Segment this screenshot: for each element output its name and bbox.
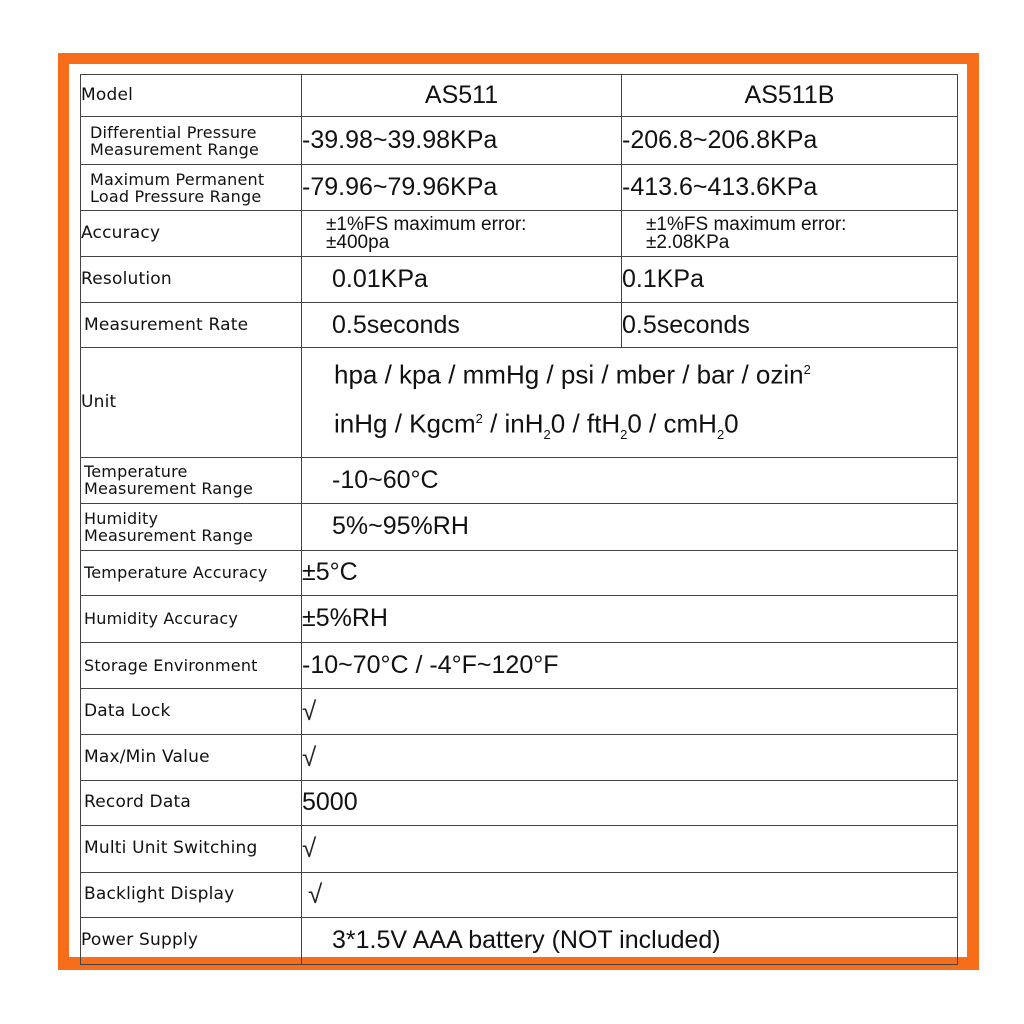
as511-value: 0.5seconds	[302, 303, 622, 348]
table-row	[81, 595, 958, 642]
row-label	[81, 165, 302, 211]
unit-part: / inH	[482, 408, 544, 439]
table-row	[81, 688, 958, 734]
label-line: Temperature	[84, 462, 188, 481]
model-as511: AS511	[302, 75, 622, 117]
table-row	[81, 642, 958, 688]
checkmark-icon: √	[302, 742, 317, 773]
value-line: ±400pa	[326, 231, 390, 253]
as511-value	[302, 211, 622, 257]
spec-table	[80, 74, 958, 965]
label-line: Measurement Range	[84, 525, 254, 545]
row-label: Multi Unit Switching	[81, 825, 302, 872]
row-value	[302, 825, 958, 872]
table-row	[81, 825, 958, 872]
table-row	[81, 257, 958, 303]
value-line: ±2.08KPa	[646, 231, 730, 253]
table-row	[81, 457, 958, 503]
row-label: Measurement Rate	[81, 303, 302, 348]
value-line: ±1%FS maximum error:	[326, 213, 527, 235]
row-label: Resolution	[81, 257, 302, 303]
checkmark-icon: √	[308, 880, 323, 910]
label-line: Maximum Permanent	[90, 169, 265, 189]
table-row	[81, 117, 958, 165]
label-line: Measurement Range	[90, 139, 260, 159]
as511-value: -39.98~39.98KPa	[302, 117, 622, 165]
label-line: Differential Pressure	[90, 122, 257, 142]
row-value: -10~60°C	[302, 457, 958, 503]
label-line: Humidity	[84, 508, 159, 528]
row-label	[81, 117, 302, 165]
table-row	[81, 734, 958, 780]
row-label: Backlight Display	[81, 872, 302, 917]
subscript: 2	[620, 426, 628, 442]
model-as511b: AS511B	[622, 75, 958, 117]
superscript: 2	[803, 362, 811, 377]
unit-part: 0	[724, 408, 739, 439]
row-value: 5000	[302, 780, 958, 825]
as511b-value: -206.8~206.8KPa	[622, 117, 958, 165]
unit-part: 0 / ftH	[550, 408, 621, 439]
row-value	[302, 872, 958, 917]
value-line: ±1%FS maximum error:	[646, 213, 847, 235]
as511b-value	[622, 211, 958, 257]
row-label	[81, 503, 302, 550]
table-row	[81, 917, 958, 964]
row-label: Storage Environment	[81, 642, 302, 688]
row-value: 5%~95%RH	[302, 503, 958, 550]
row-label: Temperature Accuracy	[81, 550, 302, 595]
table-row	[81, 780, 958, 825]
as511b-value: 0.5seconds	[622, 303, 958, 348]
as511b-value: -413.6~413.6KPa	[622, 165, 958, 211]
table-row	[81, 303, 958, 348]
unit-row	[81, 348, 958, 458]
row-value	[302, 688, 958, 734]
row-label: Data Lock	[81, 688, 302, 734]
row-value: 3*1.5V AAA battery (NOT included)	[302, 917, 958, 964]
header-row	[81, 75, 958, 117]
superscript: 2	[475, 410, 483, 426]
row-value: ±5%RH	[302, 595, 958, 642]
row-value	[302, 734, 958, 780]
row-label: Max/Min Value	[81, 734, 302, 780]
header-label: Model	[81, 75, 302, 117]
table-row	[81, 165, 958, 211]
checkmark-icon: √	[302, 696, 317, 727]
label-line: Measurement Range	[84, 479, 254, 498]
row-value: -10~70°C / -4°F~120°F	[302, 642, 958, 688]
unit-part: 0 / cmH	[627, 408, 717, 439]
as511-value: 0.01KPa	[302, 257, 622, 303]
table-row	[81, 503, 958, 550]
row-label: Accuracy	[81, 211, 302, 257]
table-row	[81, 211, 958, 257]
row-value: ±5°C	[302, 550, 958, 595]
as511b-value: 0.1KPa	[622, 257, 958, 303]
checkmark-icon: √	[302, 834, 317, 864]
unit-part: inHg / Kgcm	[334, 408, 476, 439]
table-row	[81, 872, 958, 917]
row-label: Unit	[81, 348, 302, 458]
unit-list	[302, 348, 958, 458]
row-label: Power Supply	[81, 917, 302, 964]
row-label: Humidity Accuracy	[81, 595, 302, 642]
table-row	[81, 550, 958, 595]
row-label: Record Data	[81, 780, 302, 825]
subscript: 2	[716, 426, 725, 442]
subscript: 2	[543, 426, 551, 442]
as511-value: -79.96~79.96KPa	[302, 165, 622, 211]
row-label	[81, 457, 302, 503]
unit-line-1: hpa / kpa / mmHg / psi / mber / bar / ozin	[334, 359, 804, 390]
label-line: Load Pressure Range	[90, 186, 262, 206]
